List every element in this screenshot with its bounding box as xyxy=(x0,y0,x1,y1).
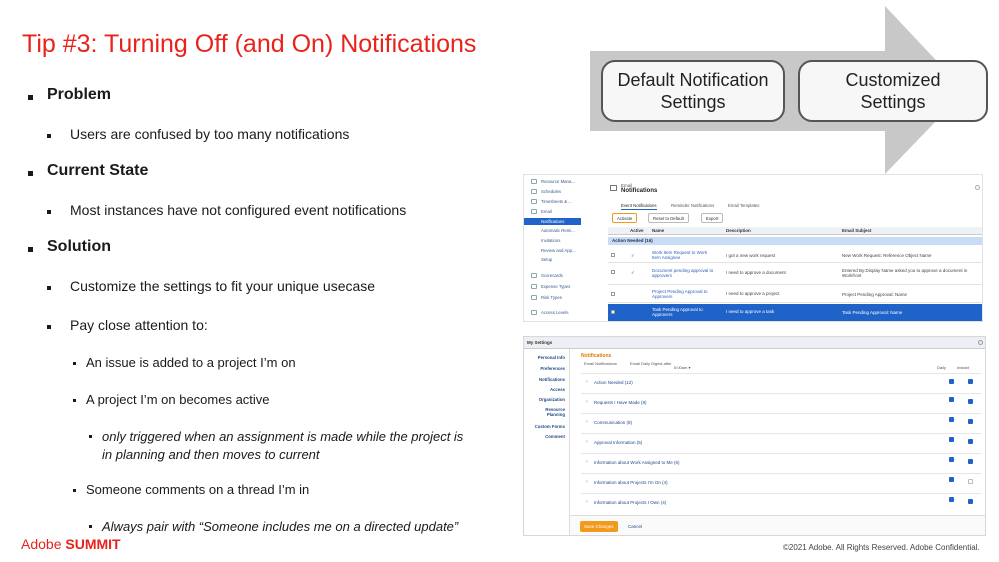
sidebar-item-resource[interactable]: Resource Mana... xyxy=(541,179,575,184)
row-description: I need to approve a document xyxy=(726,270,786,275)
section-approval-information[interactable]: › Approval Information (5) xyxy=(581,433,981,453)
bullet-attn-2-text: A project I’m on becomes active xyxy=(86,392,270,407)
reset-to-default-button[interactable]: Reset to Default xyxy=(648,213,689,223)
section-projects-on[interactable]: › Information about Projects I'm On (4) xyxy=(581,473,981,493)
chevron-right-icon: › xyxy=(586,479,588,485)
daily-digest-label: Email Daily Digest after xyxy=(630,361,672,366)
default-settings-box xyxy=(601,60,785,122)
bullet-attn-2-note xyxy=(89,428,463,464)
close-icon[interactable] xyxy=(978,340,983,345)
panel-header-small: Email xyxy=(621,183,633,188)
instant-checkbox[interactable] xyxy=(968,439,973,444)
bullet-current-item-text: Most instances have not configured event notifications xyxy=(70,202,407,218)
bullet-solution-text: Solution xyxy=(47,238,111,255)
bullet-attn-1 xyxy=(73,355,296,370)
sidebar-item-resource-planning[interactable]: Resource Planning xyxy=(545,407,565,417)
bullet-attn-2-note-line-1: only triggered when an assignment is made while the project is xyxy=(102,429,464,444)
daily-checkbox[interactable] xyxy=(949,497,954,502)
chevron-right-icon: › xyxy=(586,379,588,385)
row-name[interactable]: Document pending approval to approvers xyxy=(652,268,714,278)
col-description: Description xyxy=(726,228,751,233)
row-description: I need to approve a task xyxy=(726,309,775,314)
daily-checkbox[interactable] xyxy=(949,379,954,384)
section-communication[interactable]: › Communication (8) xyxy=(581,413,981,433)
setup-sidebar xyxy=(524,175,581,322)
default-settings-line-2: Settings xyxy=(660,92,726,112)
daily-checkbox[interactable] xyxy=(949,397,954,402)
bullet-attn-3-note xyxy=(89,518,458,536)
slide-title: Tip #3: Turning Off (and On) Notifications xyxy=(22,30,477,58)
row-active-check: ✓ xyxy=(631,270,635,275)
table-row[interactable] xyxy=(608,286,983,303)
chevron-right-icon: › xyxy=(586,399,588,405)
sidebar-item-review[interactable]: Review and App... xyxy=(541,248,576,253)
notifications-heading: Notifications xyxy=(581,353,612,359)
bullet-solution-item-1-text: Customize the settings to fit your unique usecase xyxy=(70,278,376,294)
bullet-current-state xyxy=(28,162,148,180)
my-settings-titlebar xyxy=(524,337,986,349)
customized-settings-box xyxy=(798,60,988,122)
row-name[interactable]: Project Pending Approval to Approvers xyxy=(652,289,708,299)
bullet-problem-item-text: Users are confused by too many notifications xyxy=(70,126,350,142)
row-active-check: ✓ xyxy=(631,253,635,258)
instant-checkbox[interactable] xyxy=(968,459,973,464)
row-description: I got a new work request xyxy=(726,253,776,258)
sidebar-item-email[interactable]: Email xyxy=(541,209,552,214)
adobe-summit-logo xyxy=(21,536,121,552)
sidebar-item-organization[interactable]: Organization xyxy=(538,397,565,402)
sidebar-item-preferences[interactable]: Preferences xyxy=(540,366,565,371)
daily-checkbox[interactable] xyxy=(949,457,954,462)
row-name[interactable]: Work Item Request to Work Item Assignee xyxy=(652,250,708,260)
sidebar-item-risk-types[interactable]: Risk Types xyxy=(541,295,562,300)
digest-time-select[interactable]: 5:00am ▾ xyxy=(674,365,691,370)
save-changes-button[interactable]: Save Changes xyxy=(580,521,618,532)
bullet-problem xyxy=(28,86,111,104)
bullet-solution-item-2 xyxy=(47,317,208,333)
instant-checkbox[interactable] xyxy=(968,499,973,504)
bullet-attn-2 xyxy=(73,392,270,407)
instant-checkbox[interactable] xyxy=(968,419,973,424)
default-settings-line-1: Default Notification xyxy=(617,70,769,90)
sidebar-item-personal-info[interactable]: Personal Info xyxy=(537,355,565,360)
activate-button[interactable]: Activate xyxy=(612,213,637,223)
chevron-right-icon: › xyxy=(586,499,588,505)
sidebar-item-invitations[interactable]: Invitations xyxy=(541,238,561,243)
daily-checkbox[interactable] xyxy=(949,437,954,442)
sidebar-item-schedules[interactable]: Schedules xyxy=(541,189,561,194)
table-row-selected[interactable] xyxy=(608,304,983,321)
logo-prefix: Adobe xyxy=(21,536,66,552)
instant-checkbox[interactable] xyxy=(968,479,973,484)
my-settings-sidebar xyxy=(524,349,570,536)
row-subject: Task Pending Approval: Name xyxy=(842,310,903,315)
event-notifications-screenshot xyxy=(523,174,983,322)
chevron-right-icon: › xyxy=(586,419,588,425)
chevron-right-icon: › xyxy=(586,459,588,465)
sidebar-item-custom-forms[interactable]: Custom Forms xyxy=(534,424,565,429)
tab-email-templates[interactable]: Email Templates xyxy=(728,203,760,208)
chevron-right-icon: › xyxy=(586,439,588,445)
sidebar-item-notifications[interactable]: Notifications xyxy=(538,377,565,382)
my-settings-screenshot xyxy=(523,336,986,536)
tab-event-notifications[interactable]: Event Notifications xyxy=(621,203,657,208)
row-checkbox[interactable] xyxy=(611,292,615,296)
customized-settings-line-2: Settings xyxy=(860,92,926,112)
bullet-attn-2-note-line-2: in planning and then moves to current xyxy=(102,447,320,462)
group-action-needed[interactable]: Action Needed (16) xyxy=(608,237,983,245)
table-header xyxy=(608,227,983,235)
instant-checkbox[interactable] xyxy=(968,399,973,404)
bullet-attn-3 xyxy=(73,482,309,497)
col-email-subject: Email Subject xyxy=(842,228,872,233)
instant-checkbox[interactable] xyxy=(968,379,973,384)
cancel-button[interactable]: Cancel xyxy=(628,524,643,529)
row-name[interactable]: Task Pending Approval to Approvers xyxy=(652,307,703,317)
section-work-assigned[interactable]: › Information about Work Assigned to Me (6) xyxy=(581,453,981,473)
sidebar-item-scorecards[interactable]: Scorecards xyxy=(541,273,563,278)
bullet-solution-item-2-text: Pay close attention to: xyxy=(70,317,208,333)
bullet-problem-text: Problem xyxy=(47,86,112,103)
logo-bold: SUMMIT xyxy=(65,536,121,552)
sidebar-item-access-levels[interactable]: Access Levels xyxy=(541,310,568,315)
col-instant: Instant xyxy=(957,365,970,370)
panel-header-title: Notifications xyxy=(621,188,658,194)
bullet-problem-item xyxy=(47,126,349,142)
row-subject: New Work Request: Reference Object Name xyxy=(842,253,932,258)
tab-reminder-notifications[interactable]: Reminder Notifications xyxy=(671,203,715,208)
email-notifications-label: Email Notifications xyxy=(584,361,617,366)
customized-settings-line-1: Customized xyxy=(845,70,941,90)
row-subject: Project Pending Approval: Name xyxy=(842,292,908,297)
bullet-current-item xyxy=(47,202,406,218)
bullet-solution xyxy=(28,238,111,256)
envelope-icon xyxy=(610,185,617,191)
copyright: ©2021 Adobe. All Rights Reserved. Adobe Confidential. xyxy=(783,543,980,552)
sidebar-item-access[interactable]: Access xyxy=(549,387,565,392)
row-description: I need to approve a project xyxy=(726,291,780,296)
bullet-solution-item-1 xyxy=(47,278,375,294)
col-daily: Daily xyxy=(937,365,946,370)
daily-checkbox[interactable] xyxy=(949,477,954,482)
sidebar-item-automatic-reminders[interactable]: Automatic Remi... xyxy=(541,228,575,233)
my-settings-title: My Settings xyxy=(527,340,553,345)
export-button[interactable]: Export xyxy=(701,213,723,223)
settings-footer xyxy=(570,515,986,536)
bullet-attn-1-text: An issue is added to a project I’m on xyxy=(86,355,296,370)
sidebar-item-comment[interactable]: Comment xyxy=(545,434,565,439)
row-checkbox[interactable] xyxy=(611,253,615,257)
row-checkbox[interactable] xyxy=(611,270,615,274)
row-subject: Entered By:Display Name asked you to approve a document in Workfront xyxy=(842,268,968,278)
table-row[interactable] xyxy=(608,264,983,285)
section-projects-own[interactable]: › Information about Projects I Own (4) xyxy=(581,493,981,513)
bullet-attn-3-note-text: Always pair with “Someone includes me on a directed update” xyxy=(102,519,459,534)
sidebar-item-notifications[interactable]: Notifications xyxy=(524,218,581,225)
bullet-current-state-text: Current State xyxy=(47,162,149,179)
section-requests[interactable]: › Requests I Have Made (8) xyxy=(581,393,981,413)
sidebar-item-setup[interactable]: Setup xyxy=(541,257,553,262)
col-active: Active xyxy=(630,228,644,233)
row-checkbox[interactable] xyxy=(611,310,615,314)
notifications-panel xyxy=(608,175,983,322)
bullet-attn-3-text: Someone comments on a thread I’m in xyxy=(86,482,310,497)
daily-checkbox[interactable] xyxy=(949,417,954,422)
sidebar-item-expense-types[interactable]: Expense Types xyxy=(541,284,570,289)
sidebar-item-timesheets[interactable]: Timesheets & ... xyxy=(541,199,572,204)
section-action-needed[interactable]: › Action Needed (12) xyxy=(581,373,981,393)
table-row[interactable] xyxy=(608,247,983,263)
col-name: Name xyxy=(652,228,665,233)
help-icon[interactable] xyxy=(975,185,980,190)
